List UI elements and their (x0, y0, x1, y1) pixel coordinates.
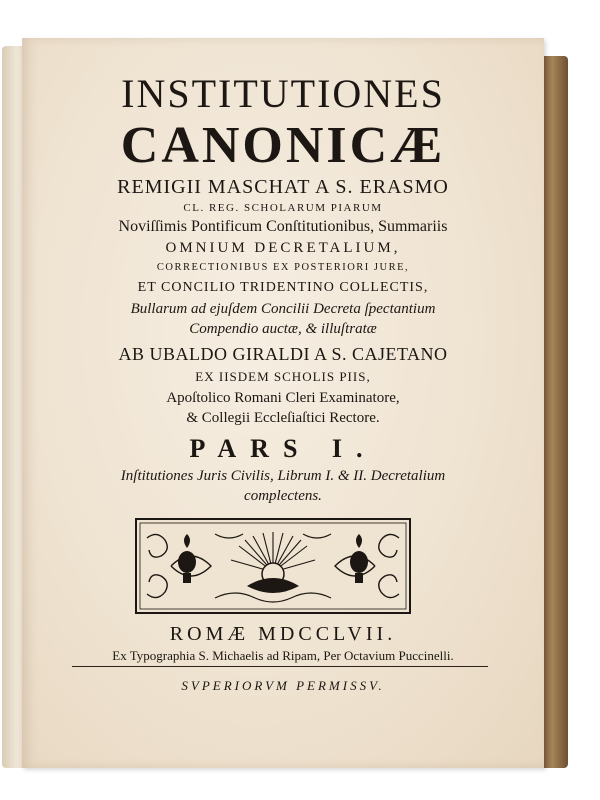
author-line: REMIGII MASCHAT A S. ERASMO (117, 176, 449, 198)
subtitle-line-2: OMNIUM DECRETALIUM, (165, 240, 401, 256)
subtitle-line-1: Noviſſimis Pontificum Conſtitutionibus, Summariis (118, 218, 448, 235)
permission-line: SVPERIORVM PERMISSV. (181, 678, 385, 693)
title-page (22, 38, 544, 768)
order-line: CL. REG. SCHOLARUM PIARUM (183, 202, 383, 214)
subtitle-line-4: ET CONCILIO TRIDENTINO COLLECTIS, (137, 280, 429, 295)
imprint-printer: Ex Typographia S. Michaelis ad Ripam, Per Octavium Puccinelli. (112, 648, 454, 663)
cover-edge (542, 56, 568, 768)
subtitle-line-3: CORRECTIONIBUS EX POSTERIORI JURE, (156, 262, 410, 273)
woodcut-ornament (135, 518, 411, 614)
editor-order-line: EX IISDEM SCHOLIS PIIS, (195, 369, 371, 384)
imprint-city-year: ROMÆ MDCCLVII. (169, 623, 397, 645)
title-line-1: INSTITUTIONES (121, 71, 445, 116)
editor-role-line-1: Apoſtolico Romani Cleri Examinatore, (166, 390, 400, 406)
title-line-2: CANONICÆ (120, 117, 446, 174)
book (2, 38, 568, 772)
subtitle-line-6: Compendio auctæ, & illuſtratæ (189, 321, 377, 337)
editor-line: AB UBALDO GIRALDI A S. CAJETANO (118, 344, 448, 364)
subtitle-line-5: Bullarum ad ejuſdem Concilii Decreta ſpectantium (130, 301, 436, 317)
part-description-line-2: complectens. (244, 488, 322, 504)
part-heading: PARS I. (189, 434, 377, 463)
imprint-rule (72, 666, 488, 667)
editor-role-line-2: & Collegii Eccleſiaſtici Rectore. (186, 410, 380, 426)
part-description-line-1: Inſtitutiones Juris Civilis, Librum I. & II. Decretalium (120, 468, 446, 484)
